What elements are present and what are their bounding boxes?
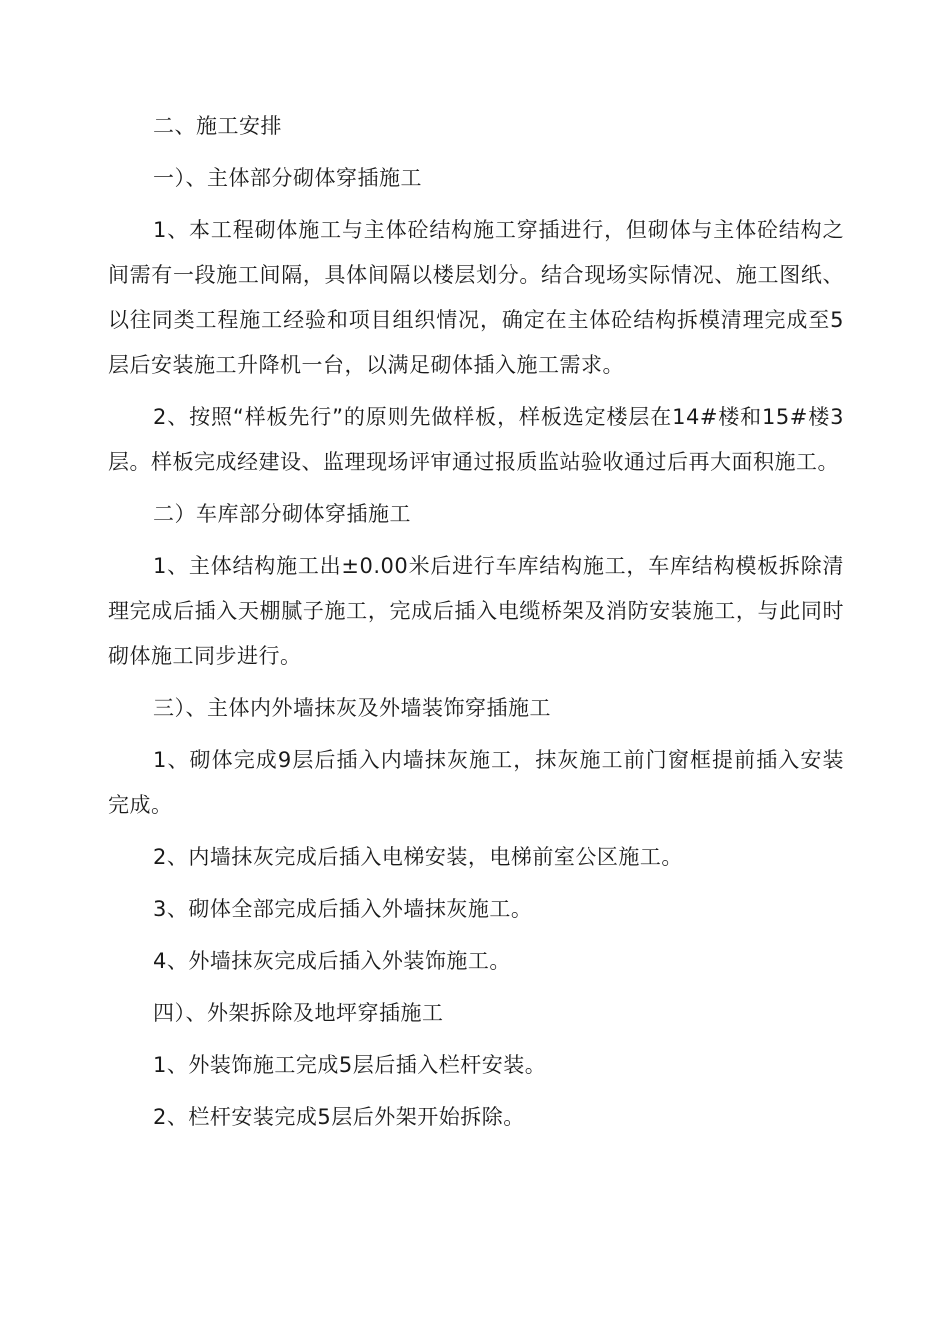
section-title: 二、施工安排: [153, 114, 282, 138]
paragraph-1-1: 1、本工程砌体施工与主体砼结构施工穿插进行，但砌体与主体砼结构之间需有一段施工间隔，具体间隔以楼层划分。结合现场实际情况、施工图纸、以往同类工程施工经验和项目组织情况，确定在主体砼结构拆模清理完成至5层后安装施工升降机一台，以满足砌体插入施工需求。: [108, 218, 844, 377]
subsection-heading-1: 一）、主体部分砌体穿插施工: [153, 166, 422, 190]
paragraph-3-1: 1、砌体完成9层后插入内墙抹灰施工，抹灰施工前门窗框提前插入安装完成。: [108, 748, 844, 817]
paragraph-4-1: 1、外装饰施工完成5层后插入栏杆安装。: [153, 1053, 547, 1077]
paragraph-4-2: 2、栏杆安装完成5层后外架开始拆除。: [153, 1105, 525, 1129]
subsection-heading-2: 二）车库部分砌体穿插施工: [153, 502, 411, 526]
paragraph-3-3: 3、砌体全部完成后插入外墙抹灰施工。: [153, 897, 533, 921]
paragraph-3-4: 4、外墙抹灰完成后插入外装饰施工。: [153, 949, 511, 973]
paragraph-3-2: 2、内墙抹灰完成后插入电梯安装，电梯前室公区施工。: [153, 845, 683, 869]
document-body: [108, 104, 844, 1147]
subsection-heading-4: 四）、外架拆除及地坪穿插施工: [153, 1001, 444, 1025]
paragraph-1-2: 2、按照“样板先行”的原则先做样板，样板选定楼层在14#楼和15#楼3层。样板完成经建设、监理现场评审通过报质监站验收通过后再大面积施工。: [108, 405, 844, 474]
paragraph-2-1: 1、主体结构施工出±0.00米后进行车库结构施工，车库结构模板拆除清理完成后插入天棚腻子施工，完成后插入电缆桥架及消防安装施工，与此同时砌体施工同步进行。: [108, 554, 844, 668]
subsection-heading-3: 三）、主体内外墙抹灰及外墙装饰穿插施工: [153, 696, 551, 720]
